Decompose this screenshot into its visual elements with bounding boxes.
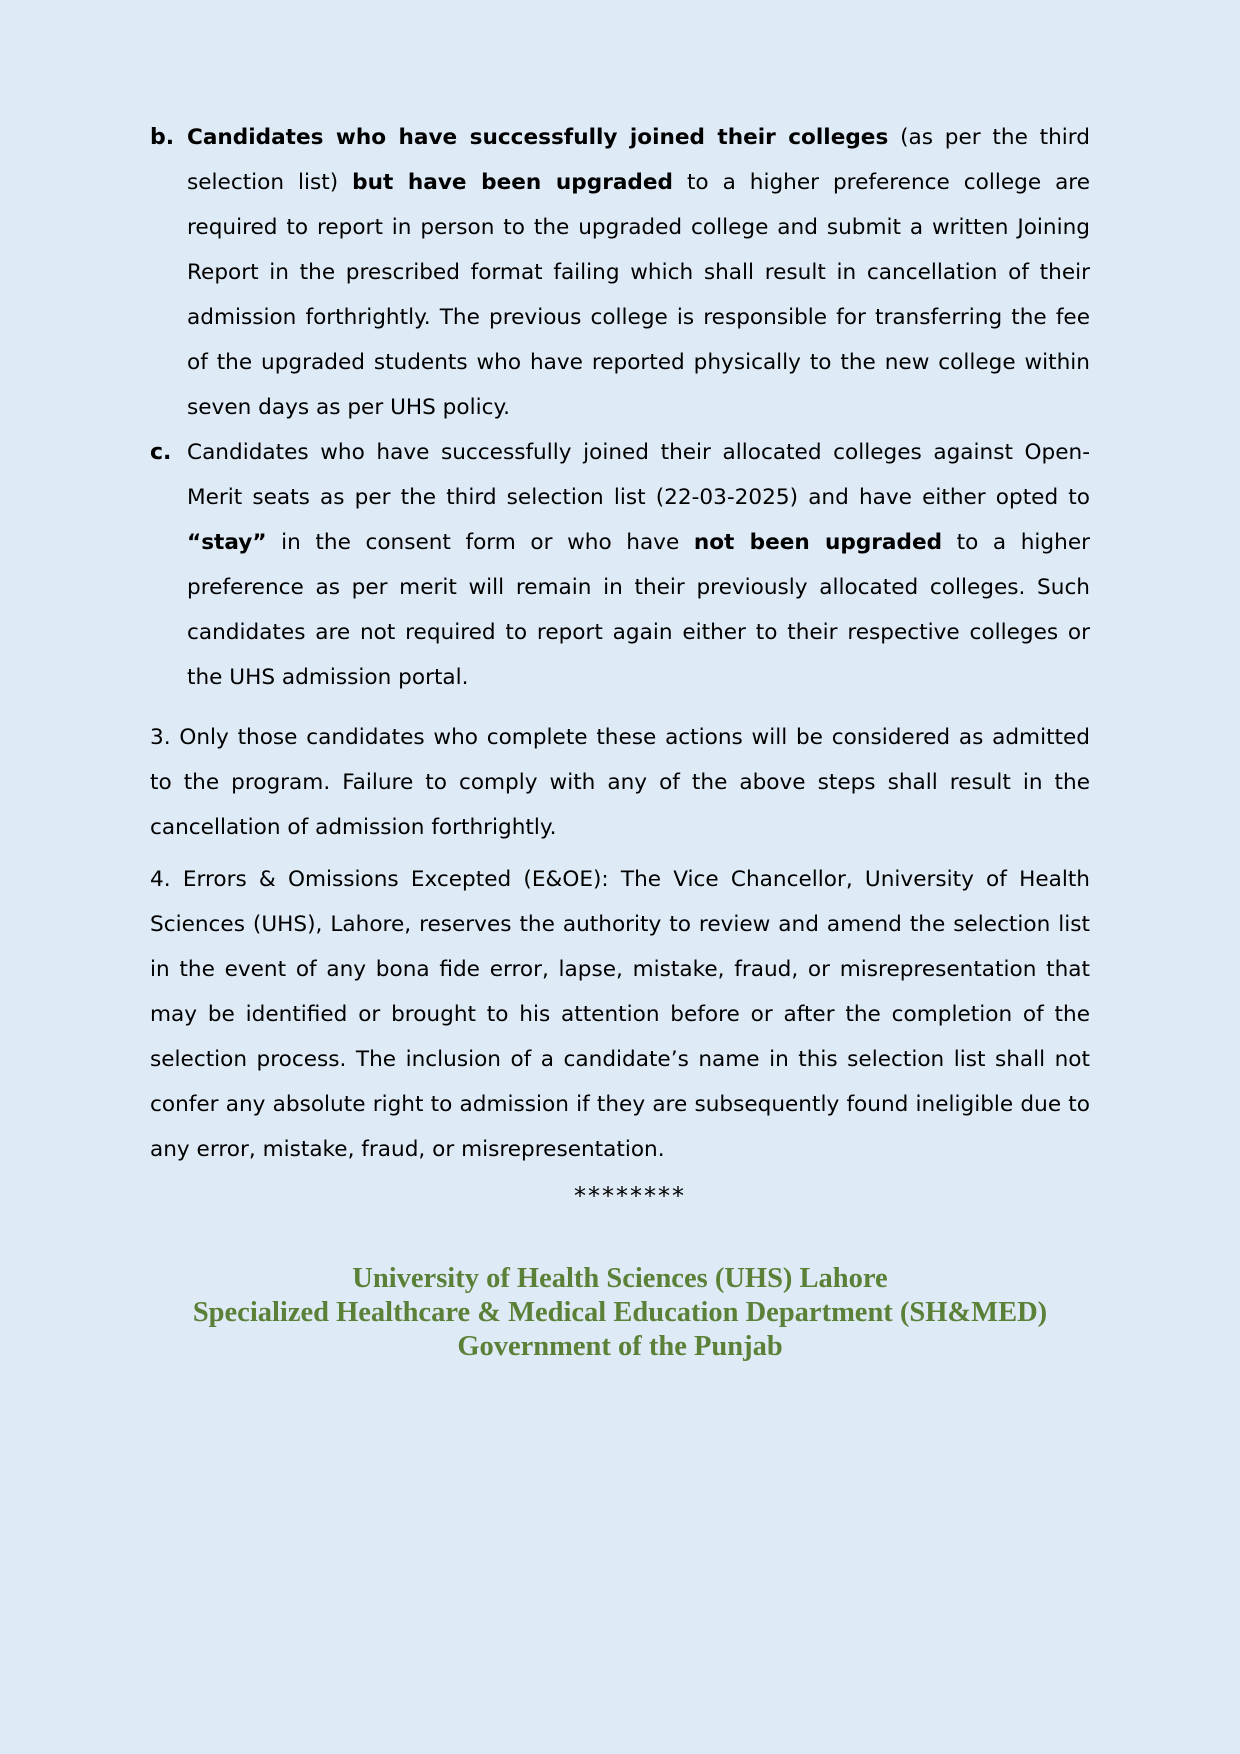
bold-phrase: “stay” [187,530,267,555]
item-marker: b. [150,125,175,150]
list-item-b [150,115,1090,430]
text-run: to a higher preference as per merit will remain in their previously allocated colleges. Such candidates are not required to report again either to their respective colleges or the UHS admission portal. [187,530,1090,690]
document-body [150,115,1090,1210]
footer-signature [0,1262,1240,1364]
footer-government: Government of the Punjab [457,1331,783,1362]
bold-phrase: Candidates who have successfully joined their colleges [187,125,889,150]
text-run: (as per the third selection list) [187,125,1090,195]
paragraph-4: 4. Errors & Omissions Excepted (E&OE): The Vice Chancellor, University of Health Sciences (UHS), Lahore, reserves the authority to review and amend the selection list in the event of any bona fide error, lapse, mistake, fraud, or misrepresentation that may be identified or brought to his attention before or after the completion of the selection process. The inclusion of a candidate’s name in this selection list shall not confer any absolute right to admission if they are subsequently found ineligible due to any error, mistake, fraud, or misrepresentation. [150,867,1090,1162]
list-item-c [150,430,1090,700]
text-run: to a higher preference college are required to report in person to the upgraded college and submit a written Joining Report in the prescribed format failing which shall result in cancellation of their admission forthrightly. The previous college is responsible for transferring the fee of the upgraded students who have reported physically to the new college within seven days as per UHS policy. [187,170,1090,420]
item-text [187,430,1090,700]
paragraph-3: 3. Only those candidates who complete these actions will be considered as admitted to the program. Failure to comply with any of the above steps shall result in the cancellation of admission forthrightly. [150,725,1090,840]
text-run: in the consent form or who have [266,530,694,555]
bold-phrase: not been upgraded [693,530,943,555]
footer-department: Specialized Healthcare & Medical Education Department (SH&MED) [192,1297,1048,1328]
bold-phrase: but have been upgraded [352,170,673,195]
item-marker: c. [150,440,172,465]
footer-university: University of Health Sciences (UHS) Lahore [352,1263,888,1294]
separator-stars: ******** [574,1182,686,1210]
item-text [187,115,1090,430]
text-run: Candidates who have successfully joined their allocated colleges against Open-Merit seats as per the third selection list (22-03-2025) and have either opted to [187,440,1090,510]
